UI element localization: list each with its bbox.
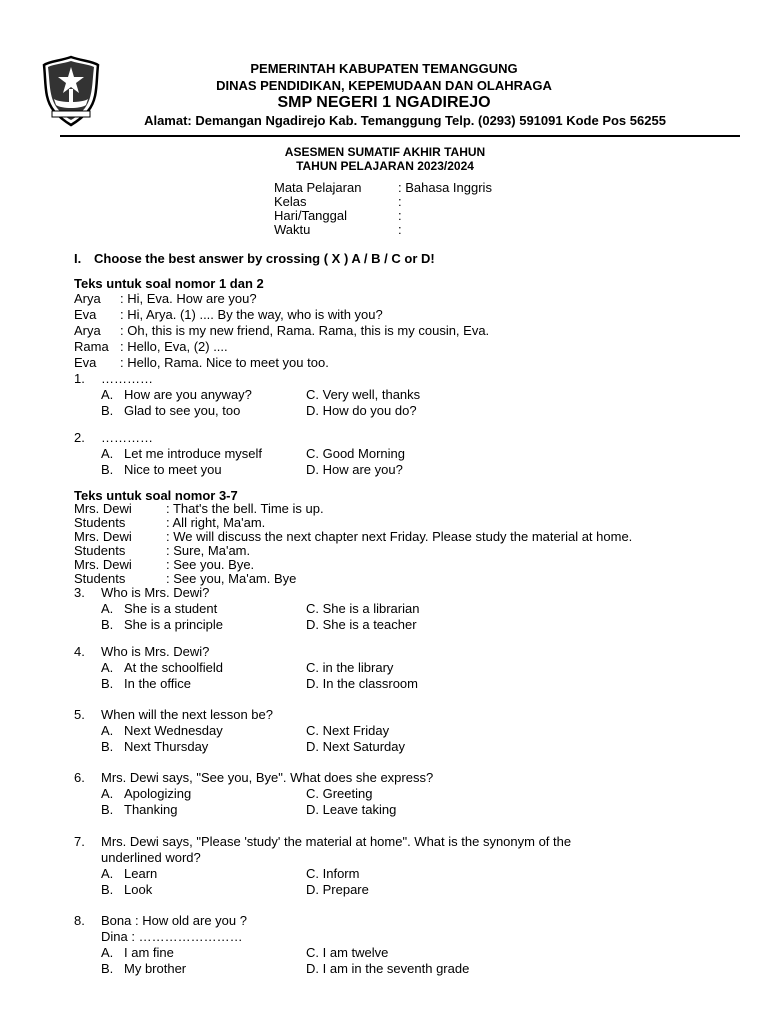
- utterance: : All right, Ma'am.: [166, 515, 266, 530]
- question-number: 4.: [74, 644, 85, 659]
- option-d[interactable]: D. How do you do?: [306, 403, 417, 418]
- info-row-time: [274, 223, 492, 237]
- info-value: : Bahasa Inggris: [398, 180, 492, 195]
- dialogue-1: [74, 291, 489, 371]
- question-text: Who is Mrs. Dewi?: [101, 585, 210, 600]
- question-number: 6.: [74, 770, 85, 785]
- school-address: Alamat: Demangan Ngadirejo Kab. Temanggung Telp. (0293) 591091 Kode Pos 56255: [144, 113, 666, 128]
- question-text: …………: [101, 430, 153, 445]
- answer-options: [101, 387, 420, 419]
- question-text-continued: Dina : ……………………: [101, 929, 243, 944]
- speaker: Students: [74, 515, 126, 530]
- dialogue-line: [74, 530, 632, 544]
- utterance: : Sure, Ma'am.: [166, 543, 251, 558]
- info-label: Hari/Tanggal: [274, 208, 347, 223]
- utterance: : Hi, Eva. How are you?: [120, 291, 257, 306]
- section-number: I.: [74, 251, 82, 266]
- question-number: 7.: [74, 834, 85, 849]
- question-2: [74, 430, 405, 478]
- info-row-date: [274, 209, 492, 223]
- question-text-continued: underlined word?: [101, 850, 201, 865]
- option-c[interactable]: C. in the library: [306, 660, 394, 675]
- utterance: : Hello, Eva, (2) ....: [120, 339, 228, 354]
- info-row-class: [274, 195, 492, 209]
- option-c[interactable]: C. Inform: [306, 866, 360, 881]
- question-text: Mrs. Dewi says, "Please 'study' the material at home". What is the synonym of the: [101, 834, 572, 849]
- utterance: : See you. Bye.: [166, 557, 255, 572]
- speaker: Arya: [74, 291, 101, 306]
- answer-options: [101, 601, 419, 633]
- speaker: Students: [74, 571, 126, 586]
- question-stem: [74, 834, 571, 850]
- option-d[interactable]: D. Prepare: [306, 882, 369, 897]
- option-b[interactable]: B. My brother: [101, 961, 187, 976]
- info-value: :: [398, 222, 402, 237]
- dialogue-line: [74, 355, 489, 371]
- option-c[interactable]: C. She is a librarian: [306, 601, 420, 616]
- question-text: When will the next lesson be?: [101, 707, 273, 722]
- option-a[interactable]: A. Learn: [101, 866, 158, 881]
- question-text: Bona : How old are you ?: [101, 913, 247, 928]
- option-a[interactable]: A. Let me introduce myself: [101, 446, 263, 461]
- option-a[interactable]: A. I am fine: [101, 945, 174, 960]
- department-header: DINAS PENDIDIKAN, KEPEMUDAAN DAN OLAHRAGA: [216, 78, 552, 93]
- option-a[interactable]: A. Apologizing: [101, 786, 192, 801]
- utterance: : Oh, this is my new friend, Rama. Rama, this is my cousin, Eva.: [120, 323, 490, 338]
- question-number: 5.: [74, 707, 85, 722]
- speaker: Mrs. Dewi: [74, 529, 132, 544]
- dialogue-line: [74, 291, 489, 307]
- utterance: : Hello, Rama. Nice to meet you too.: [120, 355, 329, 370]
- section-text: Choose the best answer by crossing ( X ) A / B / C or D!: [94, 251, 435, 266]
- option-b[interactable]: B. She is a principle: [101, 617, 223, 632]
- option-d[interactable]: D. Next Saturday: [306, 739, 405, 754]
- question-stem: [74, 430, 405, 446]
- academic-year: TAHUN PELAJARAN 2023/2024: [296, 159, 474, 173]
- option-b[interactable]: B. Next Thursday: [101, 739, 209, 754]
- speaker: Arya: [74, 323, 101, 338]
- text2-heading: Teks untuk soal nomor 3-7: [74, 488, 238, 503]
- info-label: Waktu: [274, 222, 311, 237]
- speaker: Eva: [74, 307, 97, 322]
- question-stem: [74, 644, 418, 660]
- utterance: : We will discuss the next chapter next Friday. Please study the material at home.: [166, 529, 633, 544]
- speaker: Students: [74, 543, 126, 558]
- exam-info: [274, 181, 492, 237]
- question-text: Who is Mrs. Dewi?: [101, 644, 210, 659]
- school-name: SMP NEGERI 1 NGADIREJO: [277, 94, 491, 111]
- dialogue-line: [74, 572, 632, 586]
- option-d[interactable]: D. Leave taking: [306, 802, 397, 817]
- question-8: [74, 913, 469, 977]
- exam-title: ASESMEN SUMATIF AKHIR TAHUN: [284, 145, 486, 159]
- answer-options: [101, 786, 433, 818]
- question-4: [74, 644, 418, 692]
- dialogue-line: [74, 502, 632, 516]
- question-7: [74, 834, 571, 898]
- option-a[interactable]: A. Next Wednesday: [101, 723, 223, 738]
- dialogue-line: [74, 516, 632, 530]
- dialogue-line: [74, 544, 632, 558]
- info-value: :: [398, 194, 402, 209]
- section-instruction: [74, 251, 435, 266]
- utterance: : That's the bell. Time is up.: [166, 501, 324, 516]
- text1-heading: Teks untuk soal nomor 1 dan 2: [74, 276, 264, 291]
- option-b[interactable]: B. Look: [101, 882, 153, 897]
- option-d[interactable]: D. How are you?: [306, 462, 403, 477]
- info-label: Mata Pelajaran: [274, 180, 362, 195]
- dialogue-line: [74, 307, 489, 323]
- info-row-subject: [274, 181, 492, 195]
- speaker: Mrs. Dewi: [74, 501, 132, 516]
- question-stem: [74, 371, 420, 387]
- info-value: :: [398, 208, 402, 223]
- dialogue-line: [74, 323, 489, 339]
- question-text: …………: [101, 371, 153, 386]
- answer-options: [101, 446, 405, 478]
- question-number: 3.: [74, 585, 85, 600]
- dialogue-line: [74, 339, 489, 355]
- question-stem: [74, 585, 419, 601]
- question-stem: [74, 770, 433, 786]
- question-number: 2.: [74, 430, 85, 445]
- header-divider: [60, 135, 740, 137]
- option-b[interactable]: B. In the office: [101, 676, 191, 691]
- option-b[interactable]: B. Thanking: [101, 802, 178, 817]
- question-number: 8.: [74, 913, 85, 928]
- question-3: [74, 585, 419, 633]
- option-a[interactable]: A. She is a student: [101, 601, 218, 616]
- speaker: Mrs. Dewi: [74, 557, 132, 572]
- answer-options: [101, 660, 418, 692]
- question-text: Mrs. Dewi says, "See you, Bye". What does she express?: [101, 770, 434, 785]
- dialogue-2: [74, 502, 632, 586]
- option-c[interactable]: C. Greeting: [306, 786, 373, 801]
- dialogue-line: [74, 558, 632, 572]
- utterance: : See you, Ma'am. Bye: [166, 571, 297, 586]
- question-stem: [74, 913, 469, 929]
- option-c[interactable]: C. Good Morning: [306, 446, 405, 461]
- regency-emblem-logo: [40, 55, 102, 127]
- question-5: [74, 707, 405, 755]
- question-number: 1.: [74, 371, 85, 386]
- speaker: Eva: [74, 355, 97, 370]
- question-stem: [74, 707, 405, 723]
- option-d[interactable]: D. She is a teacher: [306, 617, 417, 632]
- option-c[interactable]: C. Next Friday: [306, 723, 390, 738]
- answer-options: [101, 866, 571, 898]
- option-b[interactable]: B. Nice to meet you: [101, 462, 222, 477]
- option-d[interactable]: D. I am in the seventh grade: [306, 961, 470, 976]
- option-c[interactable]: C. Very well, thanks: [306, 387, 421, 402]
- answer-options: [101, 945, 469, 977]
- government-header: PEMERINTAH KABUPATEN TEMANGGUNG: [250, 61, 518, 76]
- option-a[interactable]: A. How are you anyway?: [101, 387, 252, 402]
- option-b[interactable]: B. Glad to see you, too: [101, 403, 241, 418]
- question-6: [74, 770, 433, 818]
- option-a[interactable]: A. At the schoolfield: [101, 660, 224, 675]
- option-c[interactable]: C. I am twelve: [306, 945, 389, 960]
- question-1: [74, 371, 420, 419]
- info-label: Kelas: [274, 194, 307, 209]
- option-d[interactable]: D. In the classroom: [306, 676, 418, 691]
- answer-options: [101, 723, 405, 755]
- speaker: Rama: [74, 339, 109, 354]
- utterance: : Hi, Arya. (1) .... By the way, who is with you?: [120, 307, 383, 322]
